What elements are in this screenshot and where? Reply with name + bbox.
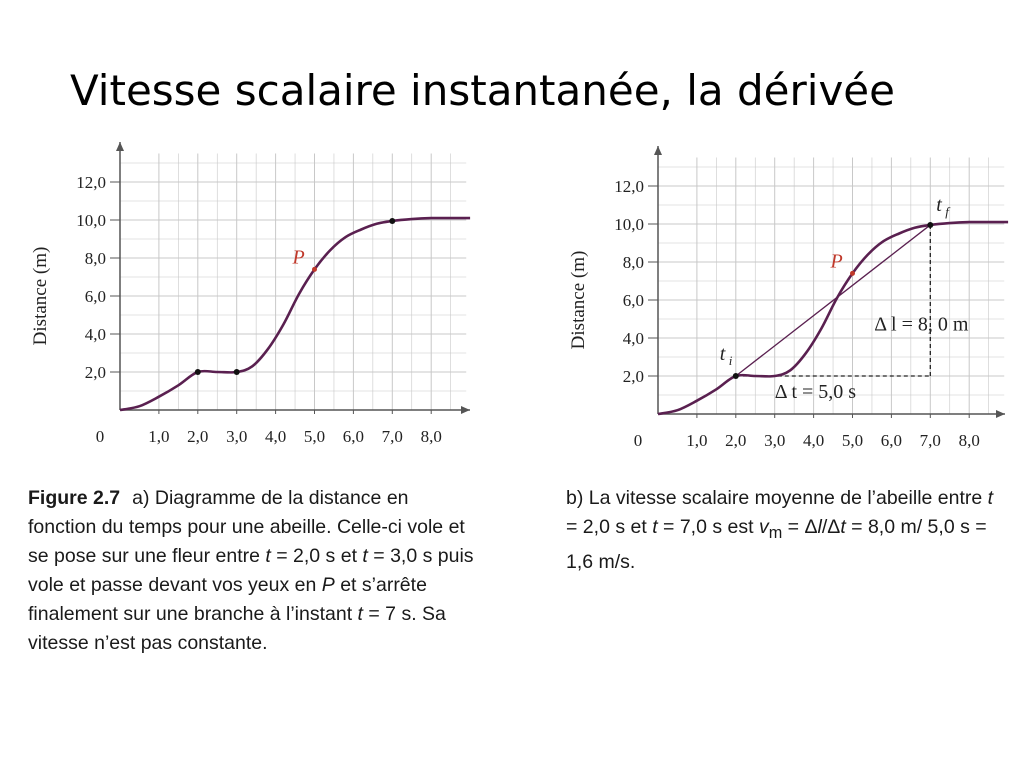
caption-b-text-1: b) La vitesse scalaire moyenne de l’abeille entre <box>566 487 988 509</box>
caption-b-var-l: l <box>817 516 822 538</box>
x-tick-label: 6,0 <box>342 427 365 446</box>
caption-a-var-t2: t <box>362 545 368 567</box>
point-P-marker <box>312 267 317 272</box>
caption-b-var-t3: t <box>840 516 846 538</box>
y-tick-label: 8,0 <box>622 253 644 272</box>
caption-b-text-3: = 7,0 s est <box>657 516 759 538</box>
caption-a-text-2: = 2,0 s et <box>270 545 363 567</box>
x-tick-label: 6,0 <box>880 431 903 450</box>
x-tick-label: 5,0 <box>841 431 864 450</box>
caption-b-var-v: v <box>758 516 769 538</box>
caption-a-var-t3: t <box>357 603 363 625</box>
y-tick-label: 4,0 <box>84 325 106 344</box>
caption-a-text-4: et s’arrête finalement sur une branche à l’instant <box>28 574 427 625</box>
point-tf-label: t <box>936 193 942 216</box>
chart-a <box>0 130 490 460</box>
x-axis-arrow <box>461 406 470 414</box>
x-origin-label: 0 <box>95 427 105 446</box>
caption-b-text-2: = 2,0 s et <box>566 516 653 538</box>
caption-b <box>566 484 1006 577</box>
x-tick-label: 1,0 <box>686 431 708 450</box>
x-axis-arrow <box>996 410 1005 418</box>
x-tick-label: 8,0 <box>420 427 442 446</box>
caption-b-text-5: /Δ <box>821 516 841 538</box>
x-tick-label: 5,0 <box>303 427 326 446</box>
x-tick-label: 7,0 <box>381 427 403 446</box>
y-axis-arrow <box>654 146 662 155</box>
x-tick-label: 2,0 <box>187 427 209 446</box>
y-tick-label: 6,0 <box>622 291 644 310</box>
point-P-label: P <box>830 250 843 273</box>
delta-l-annotation: Δ l = 8, 0 m <box>874 313 969 336</box>
x-tick-label: 4,0 <box>264 427 287 446</box>
caption-a-text-3: = 3,0 s puis vole et passe devant vos yeux en <box>28 545 474 596</box>
data-point-marker <box>195 369 201 375</box>
caption-b-text-4: = Δ <box>782 516 818 538</box>
chart-b <box>540 130 1024 460</box>
y-tick-label: 8,0 <box>84 249 106 268</box>
caption-b-var-t1: t <box>987 487 994 509</box>
caption-b-var-v-sub: m <box>768 523 783 542</box>
y-tick-label: 12,0 <box>76 173 106 192</box>
point-ti-label: t <box>719 343 726 365</box>
y-axis-arrow <box>116 142 124 151</box>
y-tick-label: 10,0 <box>76 211 106 230</box>
delta-t-annotation: Δ t = 5,0 s <box>774 381 857 403</box>
figure-label: Figure 2.7 <box>28 487 121 509</box>
x-origin-label: 0 <box>633 431 643 450</box>
caption-a-var-t1: t <box>265 545 271 567</box>
point-P-label: P <box>292 246 305 269</box>
caption-a-text-1: a) Diagramme de la distance en fonction du temps pour une abeille. Celle-ci vole et se pose sur une fleur entre <box>28 487 465 567</box>
y-tick-label: 10,0 <box>614 215 644 234</box>
slide-title: Vitesse scalaire instantanée, la dérivée <box>70 66 895 115</box>
y-axis-title: Distance (m) <box>30 246 51 346</box>
y-tick-label: 6,0 <box>84 287 106 306</box>
y-axis-title: Distance (m) <box>568 250 589 350</box>
point-ti-subscript: i <box>728 353 733 368</box>
caption-a <box>28 484 478 658</box>
y-tick-label: 4,0 <box>622 329 644 348</box>
y-tick-label: 2,0 <box>622 367 644 386</box>
data-point-marker <box>927 222 933 228</box>
x-tick-label: 4,0 <box>802 431 825 450</box>
data-point-marker <box>389 218 395 224</box>
x-tick-label: 2,0 <box>725 431 747 450</box>
point-tf-subscript: f <box>945 203 949 219</box>
y-tick-label: 12,0 <box>614 177 644 196</box>
x-tick-label: 7,0 <box>919 431 941 450</box>
caption-b-text-6: = 8,0 m/ 5,0 s = 1,6 m/s. <box>566 516 987 573</box>
caption-b-var-t2: t <box>652 516 658 538</box>
x-tick-label: 1,0 <box>148 427 170 446</box>
data-point-marker <box>733 373 739 379</box>
caption-a-var-P: P <box>321 574 335 596</box>
point-P-marker <box>850 271 855 276</box>
caption-a-text-5: = 7 s. Sa vitesse n’est pas constante. <box>28 603 446 654</box>
x-tick-label: 3,0 <box>764 431 786 450</box>
data-point-marker <box>234 369 240 375</box>
x-tick-label: 3,0 <box>226 427 248 446</box>
x-tick-label: 8,0 <box>958 431 980 450</box>
y-tick-label: 2,0 <box>84 363 106 382</box>
